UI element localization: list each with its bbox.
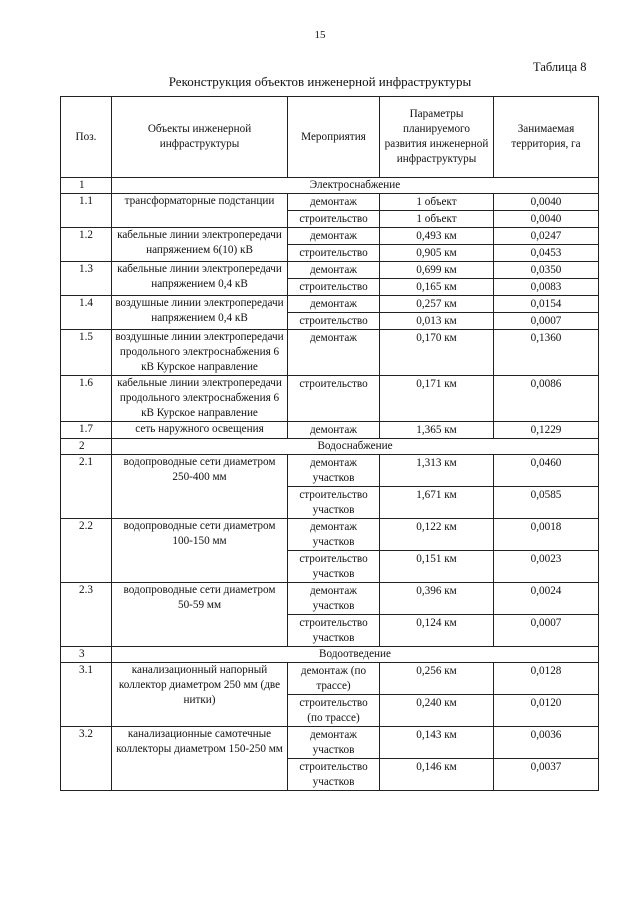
item-measure: строительство участков (288, 487, 380, 519)
item-area: 0,0120 (494, 695, 599, 727)
section-row (61, 178, 599, 194)
item-parameter: 0,699 км (380, 262, 494, 279)
item-parameter: 1 объект (380, 211, 494, 228)
item-parameter: 0,240 км (380, 695, 494, 727)
item-measure: строительство (по трассе) (288, 695, 380, 727)
header-pos: Поз. (61, 97, 112, 178)
item-measure: демонтаж участков (288, 519, 380, 551)
item-object: водопроводные сети диаметром 50-59 мм (112, 583, 288, 647)
item-area: 0,0040 (494, 194, 599, 211)
item-measure: строительство (288, 376, 380, 422)
item-parameter: 0,396 км (380, 583, 494, 615)
table-row (61, 376, 599, 422)
table-row (61, 455, 599, 487)
item-object: кабельные линии электропередачи напряжением 6(10) кВ (112, 228, 288, 262)
item-position: 1.1 (61, 194, 112, 228)
item-object: воздушные линии электропередачи напряжением 0,4 кВ (112, 296, 288, 330)
item-position: 1.3 (61, 262, 112, 296)
table-row (61, 422, 599, 439)
item-object: кабельные линии электропередачи напряжением 0,4 кВ (112, 262, 288, 296)
item-area: 0,0154 (494, 296, 599, 313)
table-row (61, 262, 599, 279)
item-parameter: 0,122 км (380, 519, 494, 551)
item-parameter: 0,151 км (380, 551, 494, 583)
item-parameter: 0,170 км (380, 330, 494, 376)
table-row (61, 727, 599, 759)
item-position: 1.7 (61, 422, 112, 439)
item-area: 0,0037 (494, 759, 599, 791)
item-parameter: 1 объект (380, 194, 494, 211)
item-area: 0,0128 (494, 663, 599, 695)
item-position: 1.2 (61, 228, 112, 262)
table-row (61, 194, 599, 211)
item-measure: строительство участков (288, 551, 380, 583)
item-parameter: 1,671 км (380, 487, 494, 519)
item-position: 1.6 (61, 376, 112, 422)
item-measure: демонтаж (288, 194, 380, 211)
item-area: 0,0036 (494, 727, 599, 759)
table-title: Реконструкция объектов инженерной инфраструктуры (168, 74, 472, 89)
item-parameter: 0,905 км (380, 245, 494, 262)
item-measure: строительство (288, 245, 380, 262)
item-object: канализационные самотечные коллекторы диаметром 150-250 мм (112, 727, 288, 791)
item-position: 2.2 (61, 519, 112, 583)
section-number: 1 (61, 178, 112, 194)
header-area: Занимаемая территория, га (494, 97, 599, 178)
table-row (61, 296, 599, 313)
item-area: 0,0018 (494, 519, 599, 551)
section-title: Водоотведение (112, 647, 599, 663)
section-row (61, 647, 599, 663)
item-position: 2.3 (61, 583, 112, 647)
item-object: водопроводные сети диаметром 250-400 мм (112, 455, 288, 519)
item-area: 0,0040 (494, 211, 599, 228)
table-row (61, 583, 599, 615)
item-object: воздушные линии электропередачи продольного электроснабжения 6 кВ Курское направление (112, 330, 288, 376)
table-label: Таблица 8 (533, 60, 587, 74)
item-measure: демонтаж (288, 262, 380, 279)
item-position: 2.1 (61, 455, 112, 519)
item-position: 1.4 (61, 296, 112, 330)
item-area: 0,0023 (494, 551, 599, 583)
item-area: 0,0460 (494, 455, 599, 487)
item-measure: демонтаж (по трассе) (288, 663, 380, 695)
item-area: 0,0083 (494, 279, 599, 296)
item-measure: демонтаж (288, 330, 380, 376)
table-row (61, 663, 599, 695)
item-area: 0,0007 (494, 313, 599, 330)
item-measure: демонтаж участков (288, 583, 380, 615)
item-measure: демонтаж (288, 422, 380, 439)
item-measure: строительство (288, 313, 380, 330)
item-object: водопроводные сети диаметром 100-150 мм (112, 519, 288, 583)
item-area: 0,0086 (494, 376, 599, 422)
item-parameter: 0,165 км (380, 279, 494, 296)
section-title: Электроснабжение (112, 178, 599, 194)
table-header-row (61, 97, 599, 178)
item-parameter: 0,013 км (380, 313, 494, 330)
item-parameter: 1,365 км (380, 422, 494, 439)
section-number: 3 (61, 647, 112, 663)
item-area: 0,1360 (494, 330, 599, 376)
section-number: 2 (61, 439, 112, 455)
item-measure: демонтаж (288, 296, 380, 313)
item-object: трансформаторные подстанции (112, 194, 288, 228)
item-position: 1.5 (61, 330, 112, 376)
item-measure: демонтаж участков (288, 727, 380, 759)
item-area: 0,0247 (494, 228, 599, 245)
item-parameter: 0,124 км (380, 615, 494, 647)
item-area: 0,0453 (494, 245, 599, 262)
item-measure: строительство (288, 211, 380, 228)
table-row (61, 519, 599, 551)
item-measure: строительство (288, 279, 380, 296)
header-params: Параметры планируемого развития инженерной инфраструктуры (380, 97, 494, 178)
item-parameter: 0,493 км (380, 228, 494, 245)
infrastructure-table (60, 96, 599, 791)
table-body (61, 178, 599, 791)
table-row (61, 228, 599, 245)
item-parameter: 0,256 км (380, 663, 494, 695)
item-measure: строительство участков (288, 759, 380, 791)
item-parameter: 0,146 км (380, 759, 494, 791)
table-row (61, 330, 599, 376)
item-area: 0,1229 (494, 422, 599, 439)
item-measure: демонтаж (288, 228, 380, 245)
item-parameter: 0,257 км (380, 296, 494, 313)
item-object: кабельные линии электропередачи продольного электроснабжения 6 кВ Курское направление (112, 376, 288, 422)
item-measure: строительство участков (288, 615, 380, 647)
section-title: Водоснабжение (112, 439, 599, 455)
header-objects: Объекты инженерной инфраструктуры (112, 97, 288, 178)
section-row (61, 439, 599, 455)
item-object: сеть наружного освещения (112, 422, 288, 439)
item-position: 3.1 (61, 663, 112, 727)
item-area: 0,0350 (494, 262, 599, 279)
page-number: 15 (314, 29, 326, 41)
item-object: канализационный напорный коллектор диаметром 250 мм (две нитки) (112, 663, 288, 727)
item-measure: демонтаж участков (288, 455, 380, 487)
item-parameter: 0,143 км (380, 727, 494, 759)
item-area: 0,0024 (494, 583, 599, 615)
item-parameter: 0,171 км (380, 376, 494, 422)
item-position: 3.2 (61, 727, 112, 791)
item-area: 0,0007 (494, 615, 599, 647)
item-parameter: 1,313 км (380, 455, 494, 487)
item-area: 0,0585 (494, 487, 599, 519)
header-measures: Мероприятия (288, 97, 380, 178)
